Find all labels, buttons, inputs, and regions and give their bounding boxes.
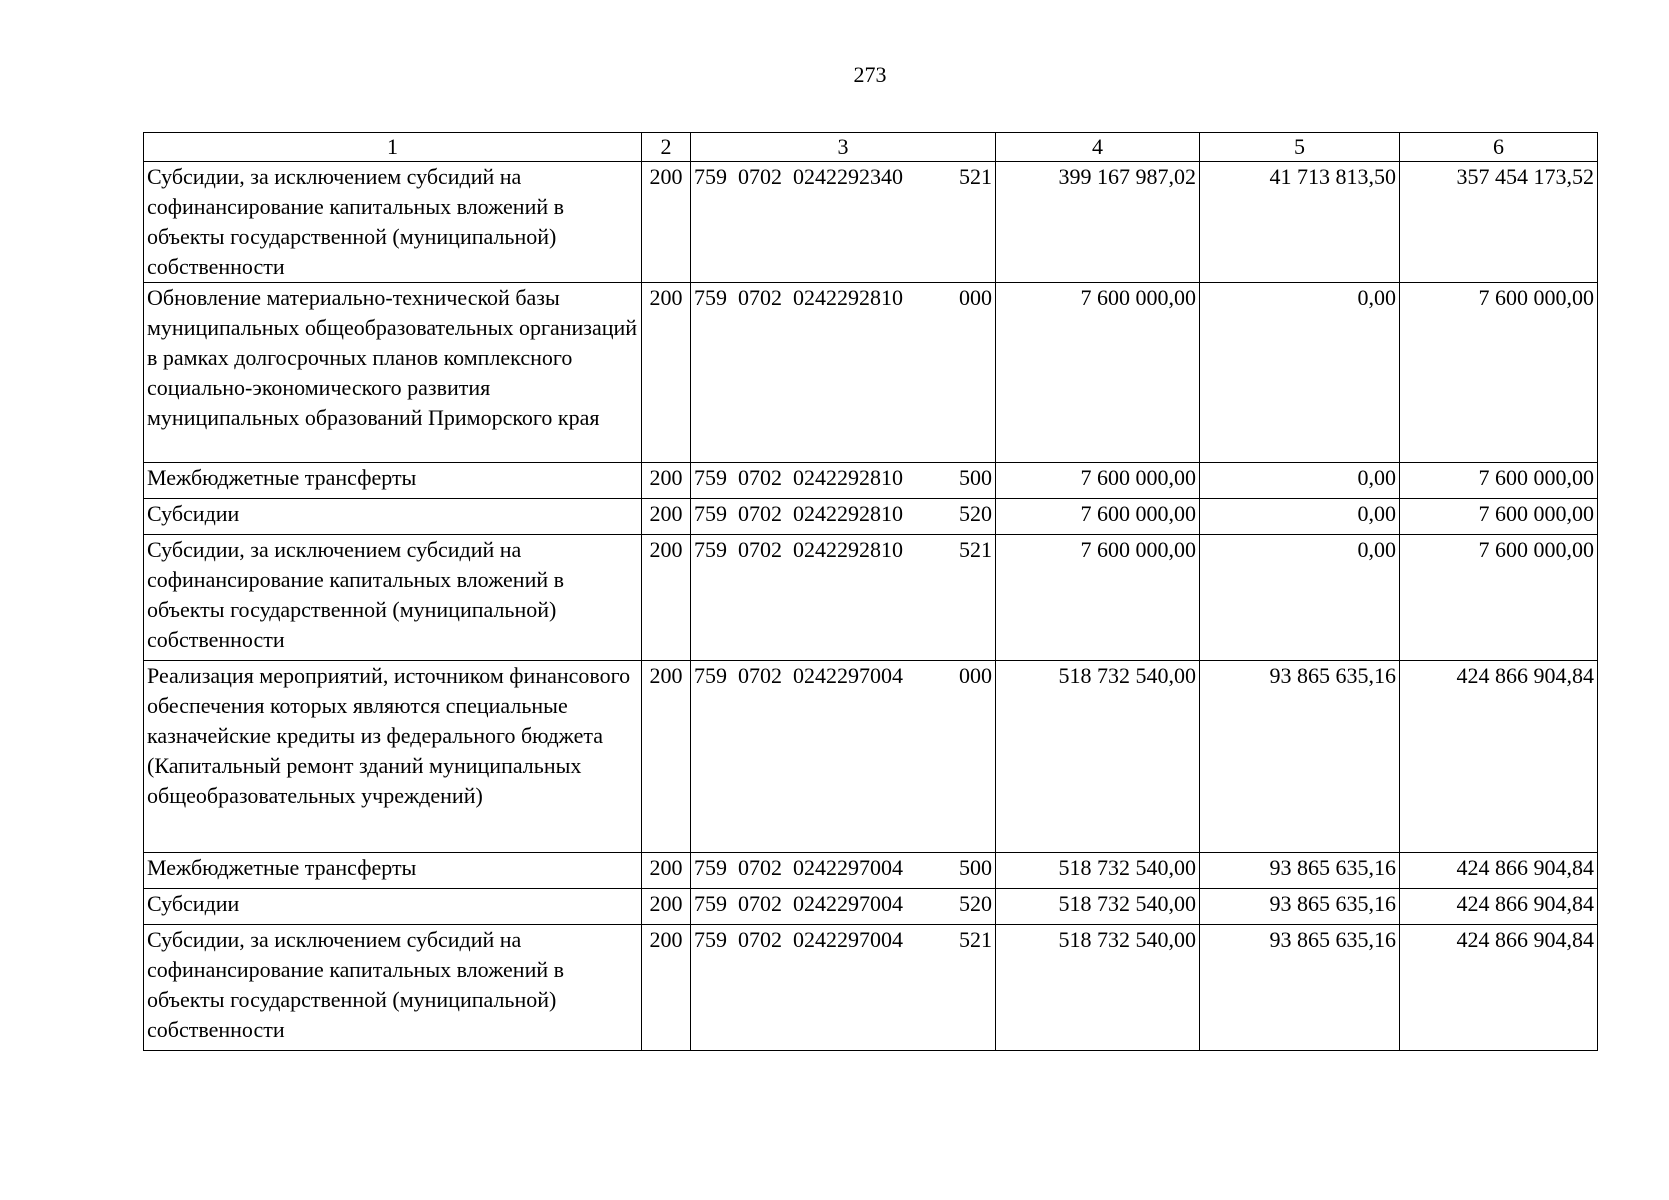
grbs-code-cell: 200 — [642, 889, 691, 925]
approved-amount-cell: 518 732 540,00 — [996, 889, 1200, 925]
grbs-code-cell: 200 — [642, 283, 691, 463]
classification-code: 759 0702 0242292810 — [694, 537, 903, 562]
budget-code-cell — [691, 925, 996, 1051]
approved-amount-cell: 518 732 540,00 — [996, 853, 1200, 889]
expense-type-code: 521 — [959, 537, 992, 562]
column-header: 3 — [691, 133, 996, 162]
remaining-amount-cell: 424 866 904,84 — [1400, 889, 1598, 925]
expense-type-code: 521 — [959, 927, 992, 952]
remaining-amount-cell: 7 600 000,00 — [1400, 283, 1598, 463]
row-name-cell: Реализация мероприятий, источником финансового обеспечения которых являются специальные казначейские кредиты из федерального бюджета (Капитальный ремонт зданий муниципальных общеобразовательных учреждений) — [144, 661, 642, 853]
grbs-code-cell: 200 — [642, 463, 691, 499]
expense-type-code: 000 — [959, 285, 992, 310]
budget-code-cell — [691, 463, 996, 499]
grbs-code-cell: 200 — [642, 535, 691, 661]
column-header: 5 — [1200, 133, 1400, 162]
grbs-code-cell: 200 — [642, 925, 691, 1051]
approved-amount-cell: 399 167 987,02 — [996, 162, 1200, 283]
remaining-amount-cell: 7 600 000,00 — [1400, 535, 1598, 661]
approved-amount-cell: 518 732 540,00 — [996, 661, 1200, 853]
approved-amount-cell: 518 732 540,00 — [996, 925, 1200, 1051]
budget-code-cell — [691, 661, 996, 853]
classification-code: 759 0702 0242292810 — [694, 465, 903, 490]
executed-amount-cell: 0,00 — [1200, 535, 1400, 661]
executed-amount-cell: 93 865 635,16 — [1200, 661, 1400, 853]
executed-amount-cell: 0,00 — [1200, 499, 1400, 535]
classification-code: 759 0702 0242292810 — [694, 501, 903, 526]
budget-code-cell — [691, 162, 996, 283]
remaining-amount-cell: 424 866 904,84 — [1400, 853, 1598, 889]
classification-code: 759 0702 0242297004 — [694, 891, 903, 916]
executed-amount-cell: 93 865 635,16 — [1200, 889, 1400, 925]
expense-type-code: 500 — [959, 855, 992, 880]
row-name-cell: Межбюджетные трансферты — [144, 853, 642, 889]
classification-code: 759 0702 0242297004 — [694, 855, 903, 880]
remaining-amount-cell: 424 866 904,84 — [1400, 925, 1598, 1051]
row-name-cell: Межбюджетные трансферты — [144, 463, 642, 499]
remaining-amount-cell: 7 600 000,00 — [1400, 499, 1598, 535]
table-row — [144, 889, 1598, 925]
column-header: 4 — [996, 133, 1200, 162]
grbs-code-cell: 200 — [642, 853, 691, 889]
row-name-cell: Обновление материально-технической базы муниципальных общеобразовательных организаций в рамках долгосрочных планов комплексного социально-экономического развития муниципальных образований Приморского края — [144, 283, 642, 463]
table-row — [144, 283, 1598, 463]
table-body — [144, 162, 1598, 1051]
classification-code: 759 0702 0242292340 — [694, 164, 903, 189]
page-number: 273 — [853, 62, 887, 87]
table-row — [144, 463, 1598, 499]
executed-amount-cell: 0,00 — [1200, 283, 1400, 463]
grbs-code-cell: 200 — [642, 162, 691, 283]
grbs-code-cell: 200 — [642, 661, 691, 853]
budget-code-cell — [691, 499, 996, 535]
budget-table — [143, 132, 1598, 1051]
table-row — [144, 853, 1598, 889]
row-name-cell: Субсидии — [144, 889, 642, 925]
grbs-code-cell: 200 — [642, 499, 691, 535]
expense-type-code: 520 — [959, 501, 992, 526]
classification-code: 759 0702 0242297004 — [694, 663, 903, 688]
expense-type-code: 520 — [959, 891, 992, 916]
row-name-cell: Субсидии, за исключением субсидий на софинансирование капитальных вложений в объекты государственной (муниципальной) собственности — [144, 162, 642, 283]
approved-amount-cell: 7 600 000,00 — [996, 283, 1200, 463]
table-header-row — [144, 133, 1598, 162]
table-row — [144, 535, 1598, 661]
remaining-amount-cell: 7 600 000,00 — [1400, 463, 1598, 499]
column-header: 1 — [144, 133, 642, 162]
table-row — [144, 162, 1598, 283]
approved-amount-cell: 7 600 000,00 — [996, 463, 1200, 499]
approved-amount-cell: 7 600 000,00 — [996, 499, 1200, 535]
expense-type-code: 500 — [959, 465, 992, 490]
budget-code-cell — [691, 889, 996, 925]
column-header: 2 — [642, 133, 691, 162]
expense-type-code: 000 — [959, 663, 992, 688]
executed-amount-cell: 41 713 813,50 — [1200, 162, 1400, 283]
budget-code-cell — [691, 853, 996, 889]
row-name-cell: Субсидии — [144, 499, 642, 535]
row-name-cell: Субсидии, за исключением субсидий на софинансирование капитальных вложений в объекты государственной (муниципальной) собственности — [144, 925, 642, 1051]
classification-code: 759 0702 0242292810 — [694, 285, 903, 310]
remaining-amount-cell: 357 454 173,52 — [1400, 162, 1598, 283]
table-row — [144, 925, 1598, 1051]
remaining-amount-cell: 424 866 904,84 — [1400, 661, 1598, 853]
table-row — [144, 499, 1598, 535]
budget-code-cell — [691, 535, 996, 661]
approved-amount-cell: 7 600 000,00 — [996, 535, 1200, 661]
executed-amount-cell: 0,00 — [1200, 463, 1400, 499]
row-name-cell: Субсидии, за исключением субсидий на софинансирование капитальных вложений в объекты государственной (муниципальной) собственности — [144, 535, 642, 661]
column-header: 6 — [1400, 133, 1598, 162]
expense-type-code: 521 — [959, 164, 992, 189]
executed-amount-cell: 93 865 635,16 — [1200, 925, 1400, 1051]
table-row — [144, 661, 1598, 853]
executed-amount-cell: 93 865 635,16 — [1200, 853, 1400, 889]
budget-code-cell — [691, 283, 996, 463]
classification-code: 759 0702 0242297004 — [694, 927, 903, 952]
